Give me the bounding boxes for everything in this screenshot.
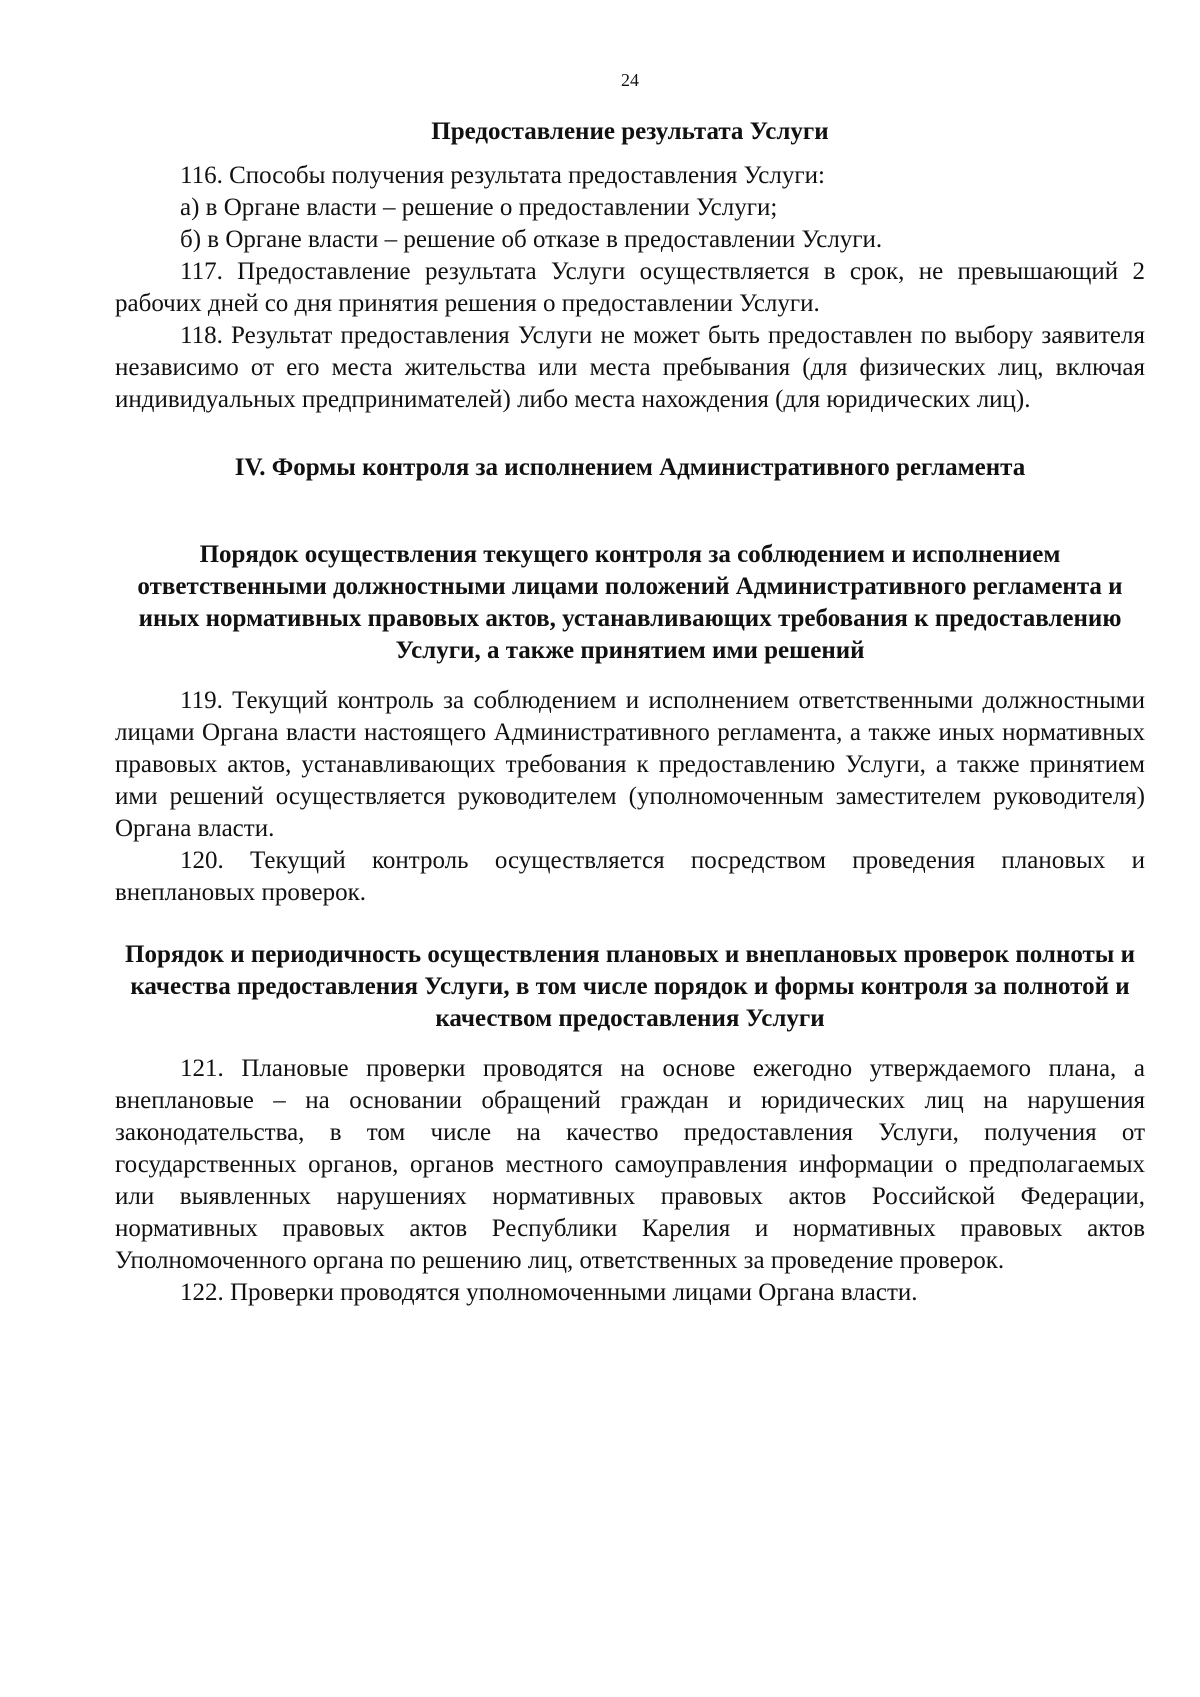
paragraph-118: 118. Результат предоставления Услуги не может быть предоставлен по выбору заявителя независимо от его места жительства или места пребывания (для физических лиц, включая индивидуальных предпринимателей) либо места нахождения (для юридических лиц).	[115, 322, 1145, 413]
paragraph-116-a: а) в Органе власти – решение о предоставлении Услуги;	[180, 194, 778, 221]
paragraph-117: 117. Предоставление результата Услуги осуществляется в срок, не превышающий 2 рабочих дней со дня принятия решения о предоставлении Услуги.	[115, 258, 1145, 317]
page-number: 24	[621, 70, 639, 90]
heading-result-delivery: Предоставление результата Услуги	[431, 118, 829, 145]
paragraph-116-b: б) в Органе власти – решение об отказе в предоставлении Услуги.	[180, 226, 883, 253]
paragraph-122: 122. Проверки проводятся уполномоченными лицами Органа власти.	[180, 1279, 918, 1306]
paragraph-119: 119. Текущий контроль за соблюдением и исполнением ответственными должностными лицами Органа власти настоящего Административного регламента, а также иных нормативных правовых актов, устанавливающих требования к предоставлению Услуги, а также принятием ими решений осуществляется руководителем (уполномоченным заместителем руководителя) Органа власти.	[115, 687, 1145, 842]
heading-planned-checks: Порядок и периодичность осуществления плановых и внеплановых проверок полноты и качества предоставления Услуги, в том числе порядок и формы контроля за полнотой и качеством предоставления Услуги	[125, 941, 1135, 1032]
paragraph-121: 121. Плановые проверки проводятся на основе ежегодно утверждаемого плана, а внеплановые – на основании обращений граждан и юридических лиц на нарушения законодательства, в том числе на качество предоставления Услуги, получения от государственных органов, органов местного самоуправления информации о предполагаемых или выявленных нарушениях нормативных правовых актов Российской Федерации, нормативных правовых актов Республики Карелия и нормативных правовых актов Уполномоченного органа по решению лиц, ответственных за проведение проверок.	[115, 1055, 1145, 1274]
paragraph-120: 120. Текущий контроль осуществляется посредством проведения плановых и внеплановых проверок.	[115, 847, 1145, 906]
heading-section-iv: IV. Формы контроля за исполнением Административного регламента	[234, 454, 1026, 481]
paragraph-116: 116. Способы получения результата предоставления Услуги:	[180, 162, 825, 189]
heading-current-control: Порядок осуществления текущего контроля за соблюдением и исполнением ответственными должностными лицами положений Административного регламента и иных нормативных правовых актов, устанавливающих требования к предоставлению Услуги, а также принятием ими решений	[137, 541, 1123, 664]
